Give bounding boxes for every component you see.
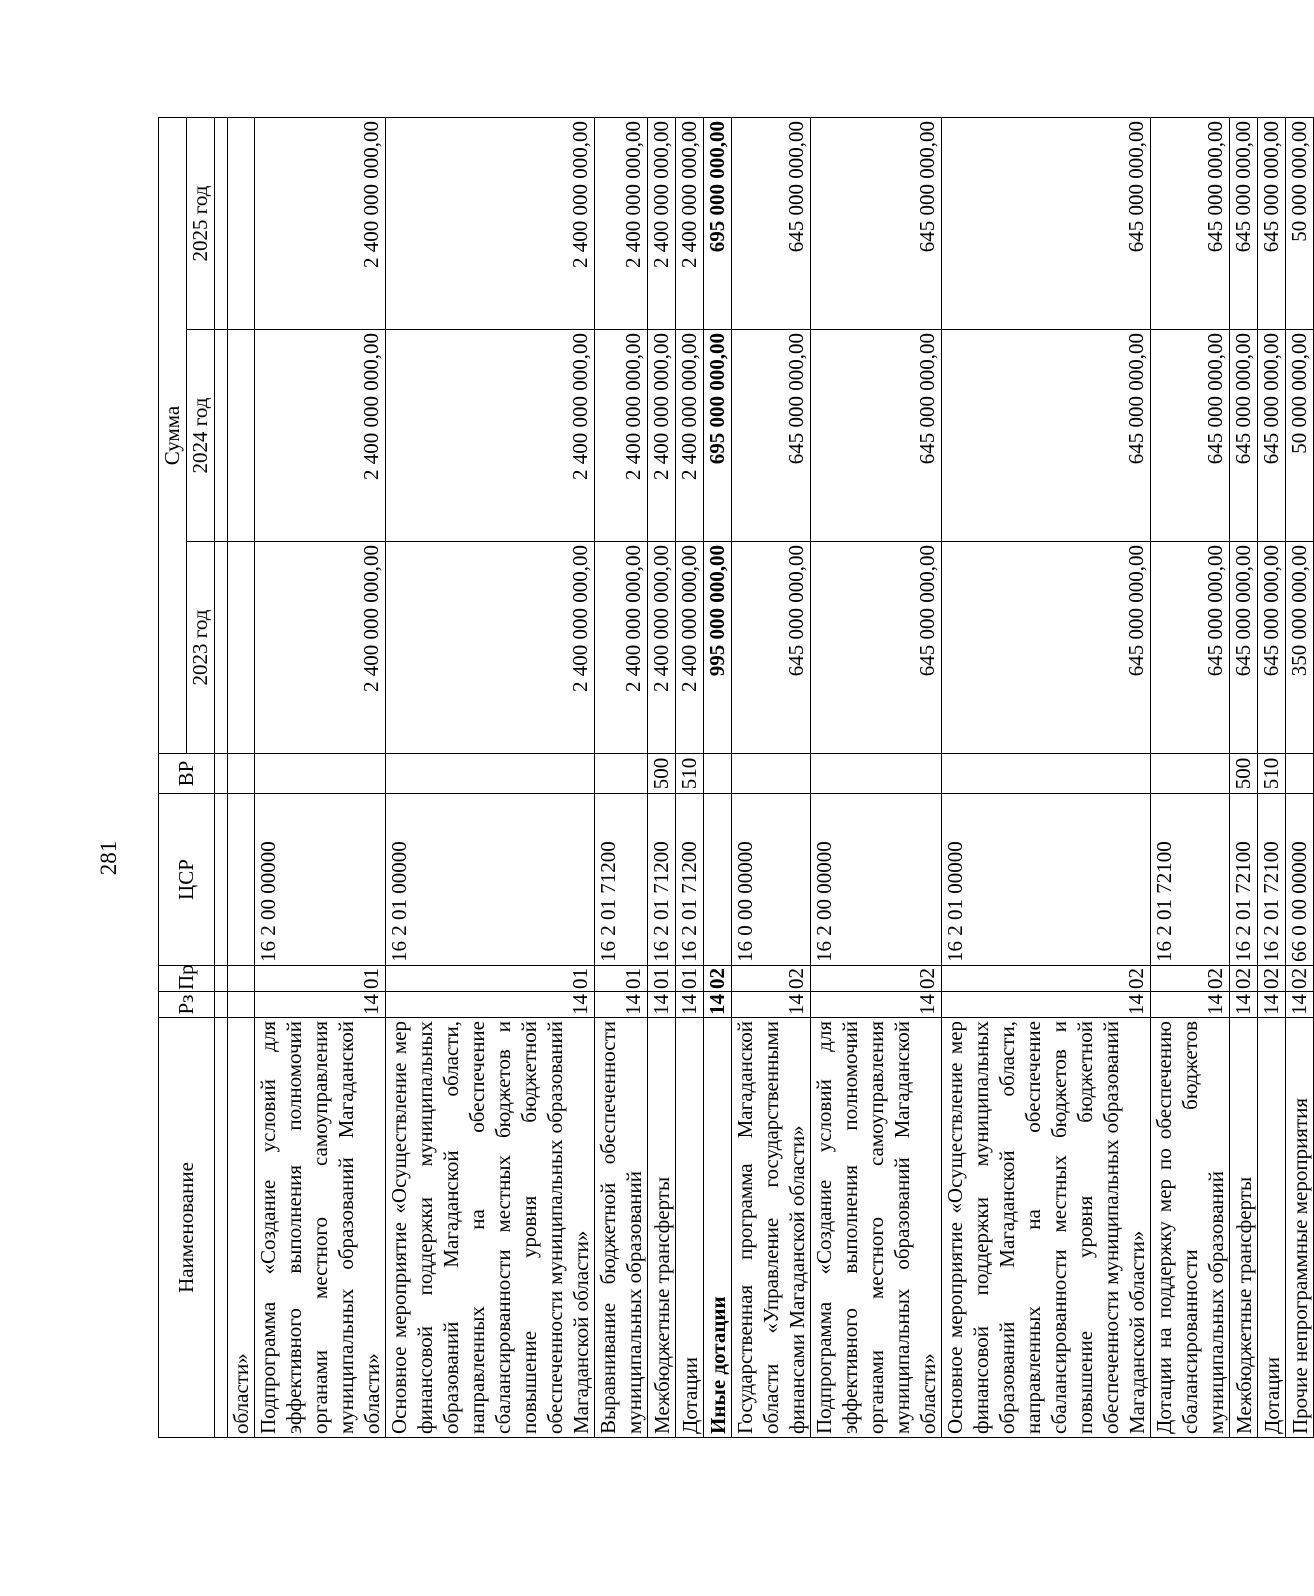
- row-pr: 02: [704, 966, 732, 992]
- row-sum-2025: 2 400 000 000,00: [386, 118, 595, 330]
- row-name: Иные дотации: [704, 1018, 732, 1438]
- header-sum: Сумма: [159, 118, 187, 754]
- row-pr: 01: [386, 966, 595, 992]
- header-vr: ВР: [159, 754, 215, 794]
- row-name: Выравнивание бюджетной обеспеченности муниципальных образований: [595, 1018, 648, 1438]
- table-row: [1286, 118, 1314, 1438]
- row-vr: [811, 754, 942, 794]
- row-vr: 500: [648, 754, 676, 794]
- row-csr: [704, 794, 732, 966]
- row-sum-2024: 2 400 000 000,00: [595, 330, 648, 542]
- row-rz: 14: [811, 992, 942, 1018]
- header-index-row: [215, 118, 228, 1438]
- header-year-2023: 2023 год: [187, 542, 215, 754]
- row-sum-2025: 645 000 000,00: [942, 118, 1151, 330]
- row-name: Прочие непрограммные мероприятия: [1286, 1018, 1314, 1438]
- table-row: [732, 118, 811, 1438]
- row-sum-2025: 645 000 000,00: [811, 118, 942, 330]
- row-sum-2025: 645 000 000,00: [1151, 118, 1230, 330]
- row-csr: 16 2 01 00000: [942, 794, 1151, 966]
- row-pr: 01: [595, 966, 648, 992]
- row-csr: 16 2 00 00000: [255, 794, 386, 966]
- row-sum-2025: 2 400 000 000,00: [676, 118, 704, 330]
- row-sum-2023: 645 000 000,00: [1230, 542, 1258, 754]
- table-row: [704, 118, 732, 1438]
- row-vr: [704, 754, 732, 794]
- row-sum-2025: 645 000 000,00: [1230, 118, 1258, 330]
- row-sum-2023: 645 000 000,00: [732, 542, 811, 754]
- row-sum-2023: 995 000 000,00: [704, 542, 732, 754]
- row-sum-2023: 2 400 000 000,00: [676, 542, 704, 754]
- row-sum-2024: 645 000 000,00: [1230, 330, 1258, 542]
- row-vr: [595, 754, 648, 794]
- row-sum-2023: 2 400 000 000,00: [648, 542, 676, 754]
- page-number: 281: [96, 840, 121, 876]
- table-body: [228, 118, 1314, 1438]
- row-sum-2024: 695 000 000,00: [704, 330, 732, 542]
- row-pr: 01: [648, 966, 676, 992]
- row-csr: 16 2 01 71200: [648, 794, 676, 966]
- row-name: области»: [228, 1018, 255, 1438]
- row-name: Основное мероприятие «Осуществление мер финансовой поддержки муниципальных образований Магаданской области, направленных на обеспечение сбалансированности местных бюджетов и повышение уровня бюджетной обеспеченности муниципальных образований Магаданской области»: [386, 1018, 595, 1438]
- row-name: Государственная программа Магаданской области «Управление государственными финансами Магаданской области»: [732, 1018, 811, 1438]
- row-csr: 16 2 01 71200: [595, 794, 648, 966]
- row-sum-2024: 645 000 000,00: [1151, 330, 1230, 542]
- row-name: Подпрограмма «Создание условий для эффективного выполнения полномочий органами местного самоуправления муниципальных образований Магаданской области»: [811, 1018, 942, 1438]
- table-row: [595, 118, 648, 1438]
- row-pr: 02: [1286, 966, 1314, 992]
- row-vr: [255, 754, 386, 794]
- row-sum-2024: 2 400 000 000,00: [676, 330, 704, 542]
- row-vr: 510: [676, 754, 704, 794]
- row-pr: 02: [1258, 966, 1286, 992]
- header-row: [159, 118, 187, 1438]
- row-vr: [1151, 754, 1230, 794]
- row-pr: 02: [732, 966, 811, 992]
- row-rz: 14: [676, 992, 704, 1018]
- row-rz: [228, 992, 255, 1018]
- header-rz: Рз: [159, 992, 215, 1018]
- row-pr: 01: [676, 966, 704, 992]
- row-rz: 14: [255, 992, 386, 1018]
- row-sum-2024: 645 000 000,00: [732, 330, 811, 542]
- table-row: [386, 118, 595, 1438]
- row-sum-2024: 2 400 000 000,00: [255, 330, 386, 542]
- header-year-2025: 2025 год: [187, 118, 215, 330]
- header-pr: Пр: [159, 966, 215, 992]
- row-vr: 510: [1258, 754, 1286, 794]
- row-name: Дотации: [676, 1018, 704, 1438]
- row-rz: 14: [595, 992, 648, 1018]
- row-rz: 14: [704, 992, 732, 1018]
- table-row: [648, 118, 676, 1438]
- row-name: Дотации на поддержку мер по обеспечению сбалансированности бюджетов муниципальных образований: [1151, 1018, 1230, 1438]
- table-row: [942, 118, 1151, 1438]
- table-row: [1151, 118, 1230, 1438]
- row-csr: 16 2 01 00000: [386, 794, 595, 966]
- table-row: [1258, 118, 1286, 1438]
- row-sum-2023: 645 000 000,00: [1151, 542, 1230, 754]
- row-csr: 16 2 01 72100: [1151, 794, 1230, 966]
- row-rz: 14: [942, 992, 1151, 1018]
- table-row: [676, 118, 704, 1438]
- row-sum-2024: [228, 330, 255, 542]
- row-sum-2023: 645 000 000,00: [1258, 542, 1286, 754]
- table-row: [811, 118, 942, 1438]
- row-rz: 14: [1151, 992, 1230, 1018]
- row-sum-2025: 2 400 000 000,00: [595, 118, 648, 330]
- row-pr: 02: [1230, 966, 1258, 992]
- row-vr: 500: [1230, 754, 1258, 794]
- row-pr: 02: [942, 966, 1151, 992]
- row-sum-2023: 2 400 000 000,00: [255, 542, 386, 754]
- row-sum-2025: 50 000 000,00: [1286, 118, 1314, 330]
- table-row: [228, 118, 255, 1438]
- row-csr: 16 2 00 00000: [811, 794, 942, 966]
- row-sum-2024: 645 000 000,00: [1258, 330, 1286, 542]
- row-rz: 14: [1258, 992, 1286, 1018]
- row-csr: 16 2 01 71200: [676, 794, 704, 966]
- row-sum-2024: 50 000 000,00: [1286, 330, 1314, 542]
- row-vr: [1286, 754, 1314, 794]
- header-csr: ЦСР: [159, 794, 215, 966]
- row-name: Межбюджетные трансферты: [1230, 1018, 1258, 1438]
- row-sum-2023: 2 400 000 000,00: [386, 542, 595, 754]
- row-sum-2025: 645 000 000,00: [732, 118, 811, 330]
- row-sum-2025: 2 400 000 000,00: [648, 118, 676, 330]
- row-sum-2023: 645 000 000,00: [811, 542, 942, 754]
- row-csr: 16 2 01 72100: [1230, 794, 1258, 966]
- row-csr: 66 0 00 00000: [1286, 794, 1314, 966]
- row-rz: 14: [386, 992, 595, 1018]
- row-sum-2024: 645 000 000,00: [942, 330, 1151, 542]
- row-rz: 14: [1230, 992, 1258, 1018]
- row-sum-2025: 645 000 000,00: [1258, 118, 1286, 330]
- row-csr: 16 0 00 00000: [732, 794, 811, 966]
- header-year-2024: 2024 год: [187, 330, 215, 542]
- header-name: Наименование: [159, 1018, 215, 1438]
- row-rz: 14: [732, 992, 811, 1018]
- rotated-page: [158, 118, 1312, 1438]
- row-name: Основное мероприятие «Осуществление мер финансовой поддержки муниципальных образований Магаданской области, направленных на обеспечение сбалансированности местных бюджетов и повышение уровня бюджетной обеспеченности муниципальных образований Магаданской области»: [942, 1018, 1151, 1438]
- row-pr: [228, 966, 255, 992]
- row-rz: 14: [1286, 992, 1314, 1018]
- row-name: Подпрограмма «Создание условий для эффективного выполнения полномочий органами местного самоуправления муниципальных образований Магаданской области»: [255, 1018, 386, 1438]
- row-csr: 16 2 01 72100: [1258, 794, 1286, 966]
- row-sum-2023: 350 000 000,00: [1286, 542, 1314, 754]
- row-vr: [732, 754, 811, 794]
- row-pr: 02: [811, 966, 942, 992]
- row-sum-2024: 2 400 000 000,00: [648, 330, 676, 542]
- row-sum-2025: [228, 118, 255, 330]
- row-vr: [386, 754, 595, 794]
- row-vr: [228, 754, 255, 794]
- row-sum-2025: 2 400 000 000,00: [255, 118, 386, 330]
- row-sum-2023: [228, 542, 255, 754]
- row-name: Межбюджетные трансферты: [648, 1018, 676, 1438]
- row-sum-2024: 2 400 000 000,00: [386, 330, 595, 542]
- row-pr: 01: [255, 966, 386, 992]
- table-row: [1230, 118, 1258, 1438]
- row-sum-2023: 2 400 000 000,00: [595, 542, 648, 754]
- table-row: [255, 118, 386, 1438]
- row-sum-2024: 645 000 000,00: [811, 330, 942, 542]
- budget-table: [158, 117, 1314, 1438]
- row-vr: [942, 754, 1151, 794]
- row-rz: 14: [648, 992, 676, 1018]
- row-csr: [228, 794, 255, 966]
- row-sum-2025: 695 000 000,00: [704, 118, 732, 330]
- row-name: Дотации: [1258, 1018, 1286, 1438]
- row-pr: 02: [1151, 966, 1230, 992]
- row-sum-2023: 645 000 000,00: [942, 542, 1151, 754]
